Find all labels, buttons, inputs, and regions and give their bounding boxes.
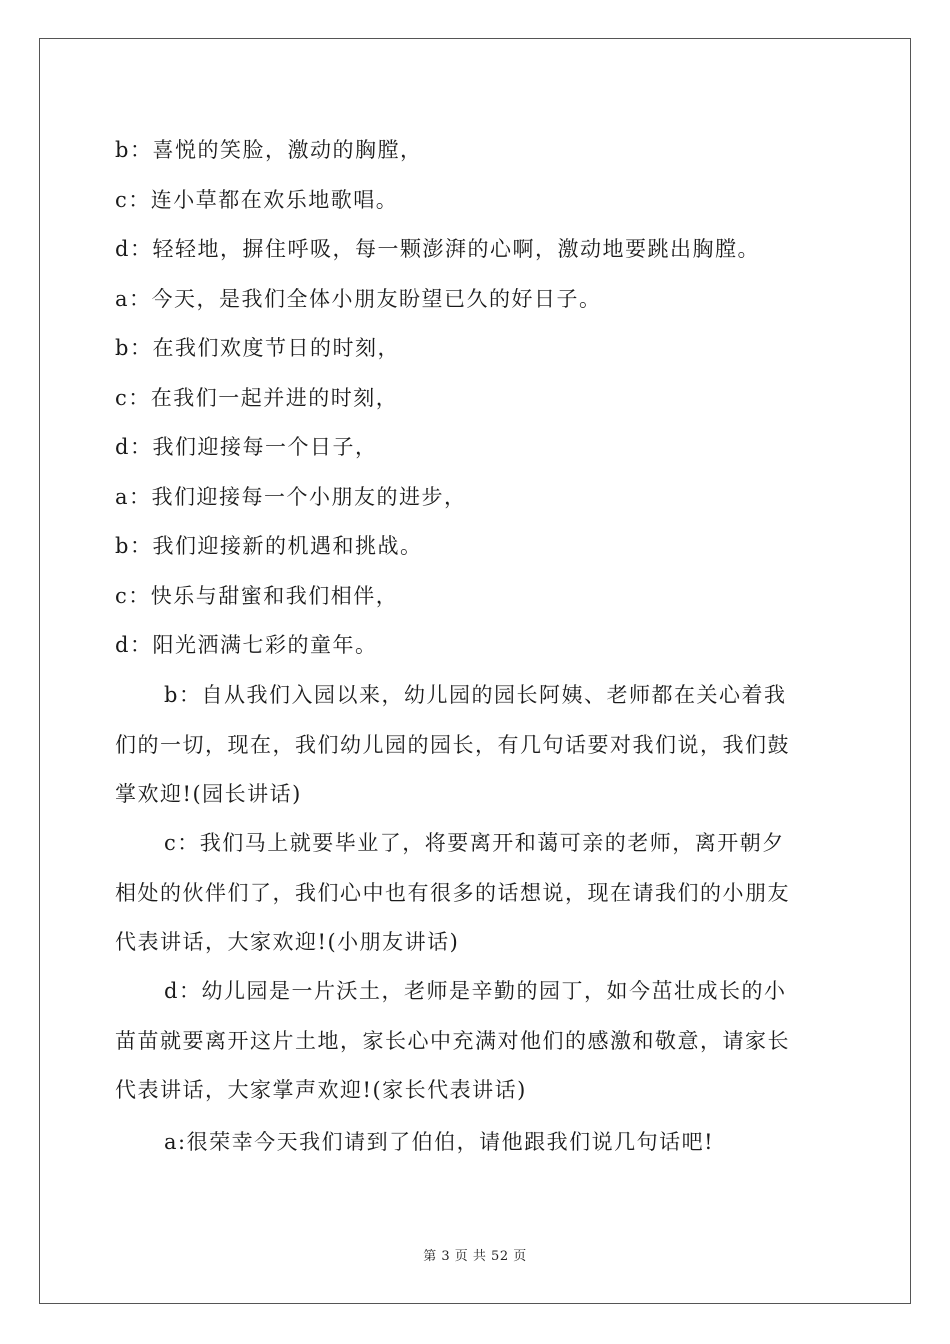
paragraph-line: 苗苗就要离开这片土地，家长心中充满对他们的感激和敬意，请家长 (115, 1028, 790, 1053)
paragraph-parent-speech (115, 967, 840, 1116)
dialogue-line: d：阳光洒满七彩的童年。 (115, 633, 378, 657)
dialogue-line: b：喜悦的笑脸，激动的胸膛， (115, 138, 423, 162)
paragraph-line: 相处的伙伴们了，我们心中也有很多的话想说，现在请我们的小朋友 (115, 880, 790, 905)
dialogue-line: b：在我们欢度节日的时刻， (115, 336, 400, 360)
paragraph-line: b：自从我们入园以来，幼儿园的园长阿姨、老师都在关心着我 (164, 683, 787, 707)
paragraph-line: c：我们马上就要毕业了，将要离开和蔼可亲的老师，离开朝夕 (164, 831, 785, 855)
dialogue-line: a：我们迎接每一个小朋友的进步， (115, 485, 467, 509)
paragraph-child-speech (115, 819, 840, 968)
paragraph-line: d：幼儿园是一片沃土，老师是辛勤的园丁，如今茁壮成长的小 (164, 979, 787, 1003)
dialogue-line: c：连小草都在欢乐地歌唱。 (115, 188, 399, 212)
dialogue-line: b：我们迎接新的机遇和挑战。 (115, 534, 423, 558)
paragraph-principal (115, 671, 840, 820)
dialogue-line: a：今天，是我们全体小朋友盼望已久的好日子。 (115, 287, 602, 311)
paragraph-line: 代表讲话，大家掌声欢迎!(家长代表讲话) (115, 1078, 527, 1102)
paragraph-line: 们的一切，现在，我们幼儿园的园长，有几句话要对我们说，我们鼓 (115, 732, 790, 757)
dialogue-line: c：快乐与甜蜜和我们相伴， (115, 584, 399, 608)
dialogue-line: d：轻轻地，摒住呼吸，每一颗澎湃的心啊，激动地要跳出胸膛。 (115, 237, 760, 261)
dialogue-line: c：在我们一起并进的时刻， (115, 386, 399, 410)
paragraph-line: 掌欢迎!(园长讲话) (115, 782, 302, 806)
dialogue-line: d：我们迎接每一个日子， (115, 435, 378, 459)
page-footer: 第 3 页 共 52 页 (423, 1249, 527, 1264)
closing-line: a:很荣幸今天我们请到了伯伯，请他跟我们说几句话吧! (164, 1130, 715, 1154)
paragraph-line: 代表讲话，大家欢迎!(小朋友讲话) (115, 930, 460, 954)
